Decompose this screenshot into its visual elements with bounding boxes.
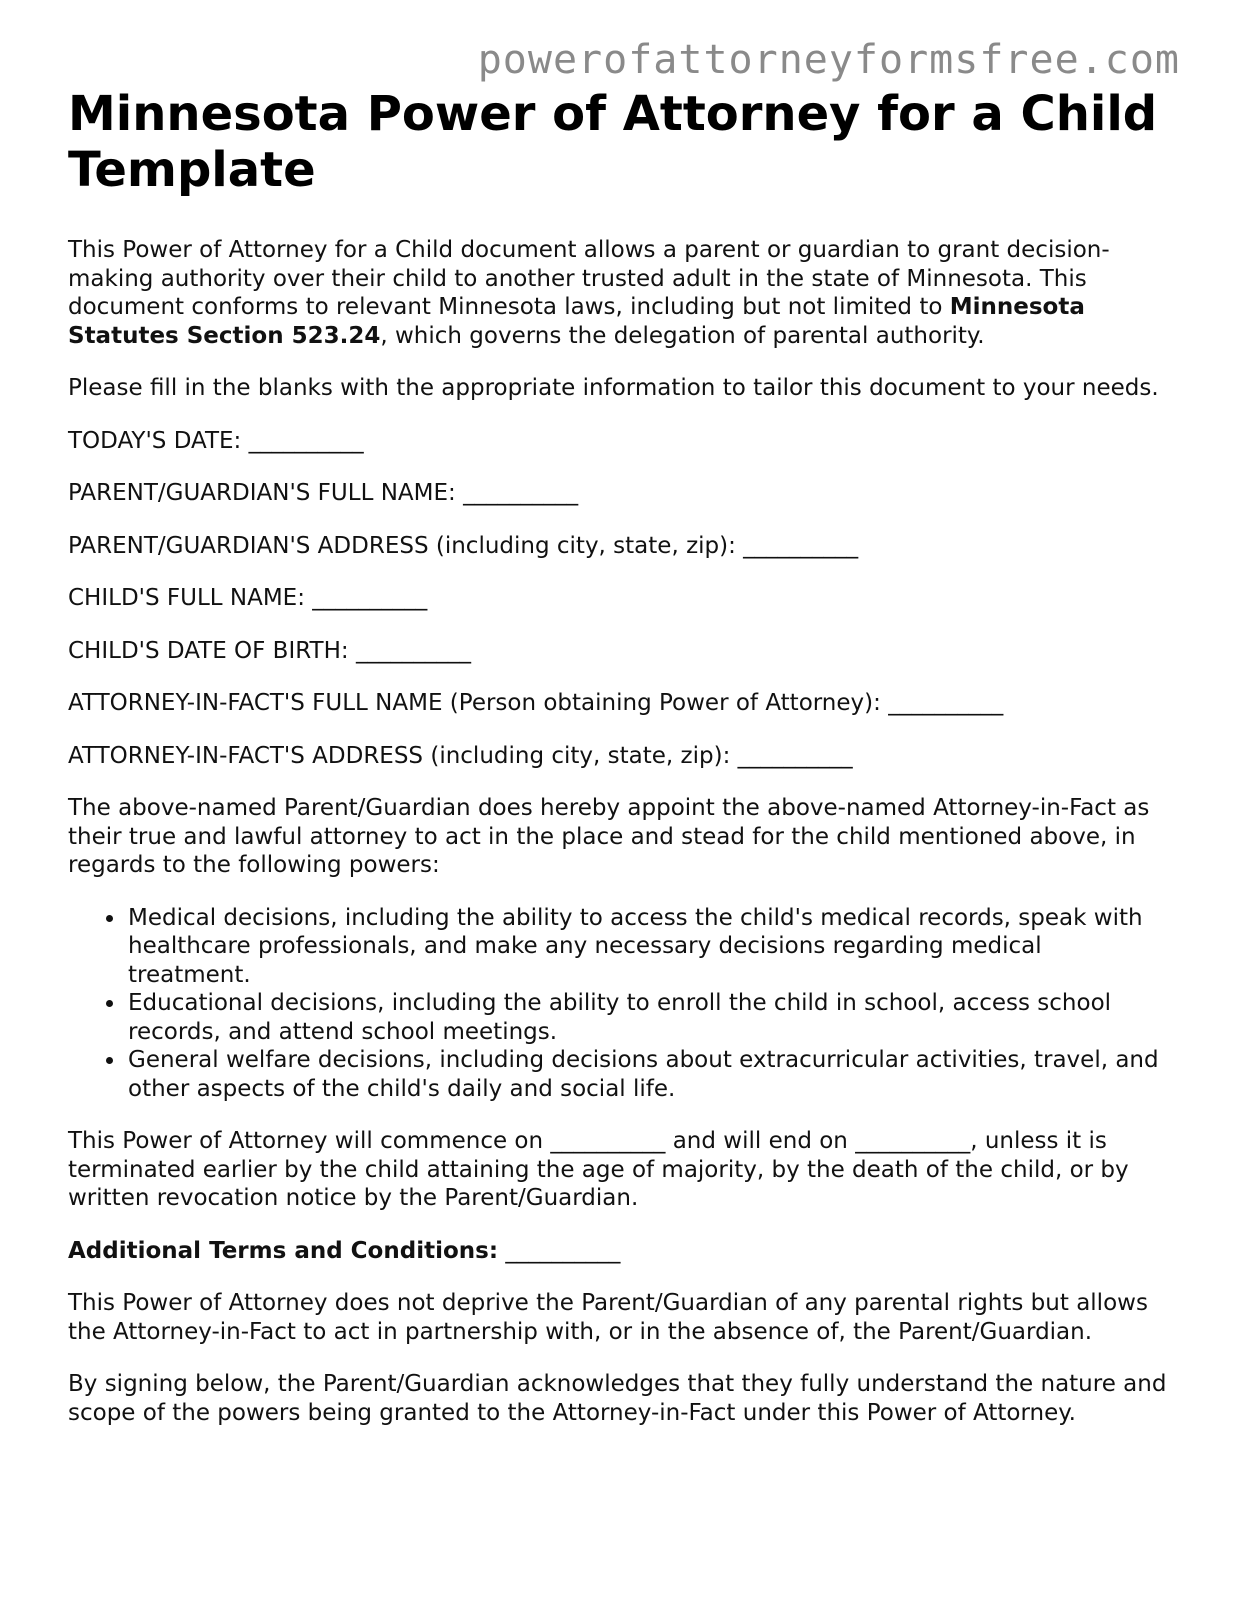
blank-line: __________ (505, 1237, 621, 1264)
blank-line: __________ (855, 1128, 971, 1154)
field-child-name (68, 584, 1168, 613)
field-parent-name (68, 479, 1168, 508)
blank-line: __________ (355, 637, 471, 664)
field-label: TODAY'S DATE: (68, 427, 242, 454)
blank-line: __________ (737, 742, 853, 769)
intro-text-end: , which governs the delegation of parental authority. (380, 322, 985, 349)
term-text-start: This Power of Attorney will commence on (68, 1128, 551, 1154)
field-label: PARENT/GUARDIAN'S FULL NAME: (68, 480, 456, 506)
blank-line: __________ (463, 480, 579, 506)
field-label: CHILD'S FULL NAME: (68, 585, 305, 611)
statute-reference: Minnesota Statutes Section 523.24 (68, 294, 1085, 349)
intro-paragraph (68, 236, 1168, 350)
field-child-dob (68, 637, 1168, 666)
field-label: PARENT/GUARDIAN'S ADDRESS (including city, state, zip): (68, 532, 736, 559)
field-label: ATTORNEY-IN-FACT'S ADDRESS (including city, state, zip): (68, 742, 731, 769)
blank-line: __________ (743, 532, 859, 559)
blank-line: __________ (888, 690, 1004, 716)
field-label: CHILD'S DATE OF BIRTH: (68, 637, 349, 664)
document-body (68, 86, 1168, 1427)
term-text-middle: and will end on (665, 1128, 856, 1154)
term-paragraph (68, 1127, 1168, 1213)
power-medical: • Medical decisions, including the ability to access the child's medical records, speak with healthcare professionals, and make any necessary decisions regarding medical treatment. (126, 904, 1168, 990)
field-label: ATTORNEY-IN-FACT'S FULL NAME (Person obtaining Power of Attorney): (68, 690, 881, 716)
additional-terms (68, 1237, 1168, 1266)
intro-text-start: This Power of Attorney for a Child document allows a parent or guardian to grant decision-making authority over their child to another trusted adult in the state of Minnesota. This document conforms to relevant Minnesota laws, including but not limited to (68, 237, 1110, 320)
rights-paragraph: This Power of Attorney does not deprive the Parent/Guardian of any parental rights but allows the Attorney-in-Fact to act in partnership with, or in the absence of, the Parent/Guardian. (68, 1290, 1148, 1345)
blank-line: __________ (550, 1128, 666, 1154)
blank-line: __________ (248, 427, 364, 454)
instructions-paragraph: Please fill in the blanks with the appropriate information to tailor this document to your needs. (68, 375, 1159, 401)
appointment-paragraph: The above-named Parent/Guardian does hereby appoint the above-named Attorney-in-Fact as their true and lawful attorney to act in the place and stead for the child mentioned above, in regards to the following powers: (68, 795, 1150, 878)
powers-list (68, 904, 1168, 1104)
power-general-welfare: • General welfare decisions, including decisions about extracurricular activities, travel, and other aspects of the child's daily and social life. (126, 1046, 1168, 1103)
blank-line: __________ (312, 585, 428, 611)
site-watermark: powerofattorneyformsfree.com (477, 37, 1180, 83)
power-educational: • Educational decisions, including the ability to enroll the child in school, access school records, and attend school meetings. (126, 989, 1168, 1046)
term-text-end: , unless it is terminated earlier by the child attaining the age of majority, by the death of the child, or by written revocation notice by the Parent/Guardian. (68, 1128, 1129, 1211)
field-attorney-address (68, 742, 1168, 771)
field-parent-address (68, 532, 1168, 561)
field-attorney-name (68, 689, 1168, 718)
field-todays-date (68, 427, 1168, 456)
additional-terms-label: Additional Terms and Conditions: (68, 1237, 499, 1264)
page-title: Minnesota Power of Attorney for a Child Template (68, 86, 1158, 198)
acknowledgment-paragraph: By signing below, the Parent/Guardian acknowledges that they fully understand the nature and scope of the powers being granted to the Attorney-in-Fact under this Power of Attorney. (68, 1371, 1167, 1426)
